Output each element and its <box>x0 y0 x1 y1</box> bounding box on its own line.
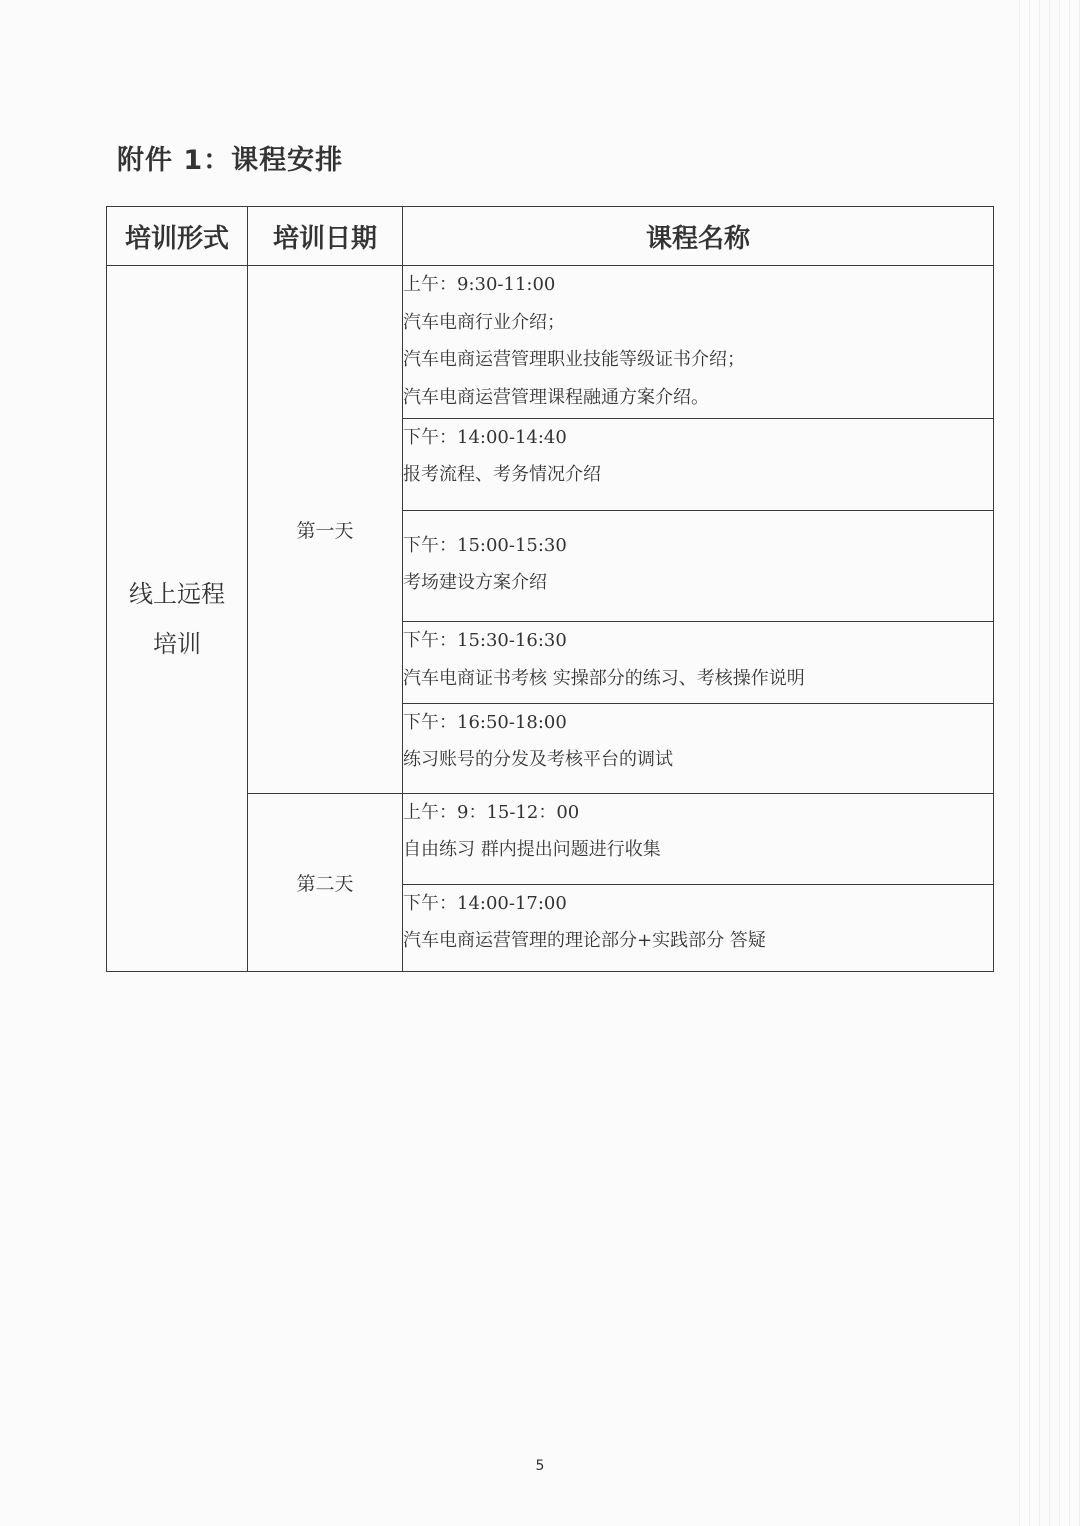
header-training-date: 培训日期 <box>248 207 403 266</box>
session-time: 上午：9:30-11:00 <box>403 274 556 295</box>
session-item: 考场建设方案介绍 <box>403 572 547 594</box>
session-item: 练习账号的分发及考核平台的调试 <box>403 749 673 771</box>
session-item: 汽车电商运营管理的理论部分+实践部分 答疑 <box>403 930 766 952</box>
header-training-format: 培训形式 <box>107 207 248 266</box>
header-course-name: 课程名称 <box>403 207 994 266</box>
table-row <box>107 266 994 419</box>
session-time: 下午：16:50-18:00 <box>403 711 567 733</box>
training-format-cell <box>107 266 248 972</box>
format-line: 线上远程 <box>129 579 225 608</box>
course-schedule-table <box>106 206 994 972</box>
session-cell <box>403 418 994 510</box>
page-number: 5 <box>535 1458 545 1474</box>
format-line: 培训 <box>153 629 201 658</box>
session-time: 下午：15:30-16:30 <box>403 630 567 651</box>
session-item: 汽车电商行业介绍； <box>403 311 565 333</box>
day-label-cell: 第一天 <box>248 266 403 794</box>
session-item: 自由练习 群内提出问题进行收集 <box>403 839 661 861</box>
session-item: 报考流程、考务情况介绍 <box>403 464 601 486</box>
session-cell <box>403 884 994 971</box>
session-item: 汽车电商证书考核 实操部分的练习、考核操作说明 <box>403 667 805 689</box>
document-title: 附件 1：课程安排 <box>117 145 344 176</box>
session-cell <box>403 266 994 419</box>
session-time: 下午：14:00-14:40 <box>403 426 567 448</box>
session-item: 汽车电商运营管理课程融通方案介绍。 <box>403 386 709 408</box>
session-cell <box>403 510 994 621</box>
session-cell <box>403 622 994 704</box>
scan-edge-artifact <box>1010 0 1080 1526</box>
day-label-cell: 第二天 <box>248 793 403 971</box>
table-header-row <box>107 207 994 266</box>
session-cell <box>403 793 994 884</box>
session-time: 上午：9：15-12：00 <box>403 801 580 823</box>
session-cell <box>403 703 994 793</box>
session-time: 下午：14:00-17:00 <box>403 892 567 914</box>
session-time: 下午：15:00-15:30 <box>403 534 567 556</box>
session-item: 汽车电商运营管理职业技能等级证书介绍； <box>403 349 745 370</box>
